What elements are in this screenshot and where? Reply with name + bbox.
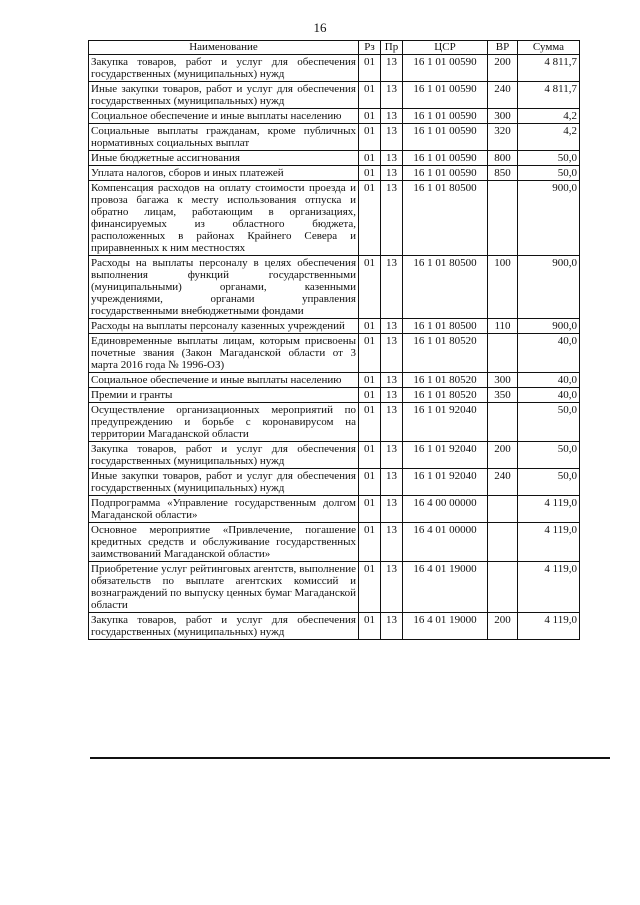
cell-csr: 16 1 01 80520 xyxy=(403,334,488,373)
table-row xyxy=(89,388,580,403)
cell-pr: 13 xyxy=(381,55,403,82)
cell-csr: 16 4 00 00000 xyxy=(403,496,488,523)
cell-name: Приобретение услуг рейтинговых агентств, выполнение обязательств по выплате агентских комиссий и вознаграждений по выпуску ценных бумаг Магаданской области xyxy=(89,562,359,613)
table-row xyxy=(89,151,580,166)
cell-vr: 300 xyxy=(488,109,518,124)
cell-vr: 300 xyxy=(488,373,518,388)
table-body xyxy=(89,55,580,640)
cell-rz: 01 xyxy=(359,388,381,403)
cell-csr: 16 1 01 80520 xyxy=(403,373,488,388)
cell-csr: 16 1 01 00590 xyxy=(403,55,488,82)
cell-sum: 900,0 xyxy=(518,181,580,256)
table-row xyxy=(89,166,580,181)
cell-name: Уплата налогов, сборов и иных платежей xyxy=(89,166,359,181)
cell-name: Подпрограмма «Управление государственным долгом Магаданской области» xyxy=(89,496,359,523)
cell-vr: 350 xyxy=(488,388,518,403)
cell-pr: 13 xyxy=(381,334,403,373)
cell-name: Премии и гранты xyxy=(89,388,359,403)
cell-vr: 850 xyxy=(488,166,518,181)
cell-vr: 240 xyxy=(488,82,518,109)
table-row xyxy=(89,109,580,124)
table-row xyxy=(89,613,580,640)
cell-vr xyxy=(488,523,518,562)
cell-sum: 40,0 xyxy=(518,373,580,388)
cell-name: Социальное обеспечение и иные выплаты населению xyxy=(89,373,359,388)
cell-csr: 16 4 01 19000 xyxy=(403,613,488,640)
cell-name: Расходы на выплаты персоналу казенных учреждений xyxy=(89,319,359,334)
cell-rz: 01 xyxy=(359,109,381,124)
cell-rz: 01 xyxy=(359,55,381,82)
cell-pr: 13 xyxy=(381,181,403,256)
cell-vr xyxy=(488,334,518,373)
cell-sum: 4,2 xyxy=(518,109,580,124)
cell-rz: 01 xyxy=(359,442,381,469)
cell-name: Расходы на выплаты персоналу в целях обеспечения выполнения функций государственными (муниципальными) органами, казенными учреждениями, органами управления государственными внебюджетными фондами xyxy=(89,256,359,319)
cell-csr: 16 1 01 80500 xyxy=(403,256,488,319)
cell-rz: 01 xyxy=(359,334,381,373)
cell-name: Иные закупки товаров, работ и услуг для обеспечения государственных (муниципальных) нужд xyxy=(89,469,359,496)
cell-vr xyxy=(488,181,518,256)
cell-csr: 16 1 01 00590 xyxy=(403,124,488,151)
cell-rz: 01 xyxy=(359,82,381,109)
table-row xyxy=(89,181,580,256)
cell-sum: 4 119,0 xyxy=(518,496,580,523)
cell-csr: 16 1 01 92040 xyxy=(403,469,488,496)
cell-pr: 13 xyxy=(381,469,403,496)
cell-sum: 4 119,0 xyxy=(518,523,580,562)
table-row xyxy=(89,496,580,523)
cell-rz: 01 xyxy=(359,403,381,442)
cell-csr: 16 1 01 80500 xyxy=(403,181,488,256)
cell-csr: 16 4 01 00000 xyxy=(403,523,488,562)
cell-name: Социальные выплаты гражданам, кроме публичных нормативных социальных выплат xyxy=(89,124,359,151)
cell-csr: 16 1 01 92040 xyxy=(403,442,488,469)
table-row xyxy=(89,523,580,562)
table-header-row xyxy=(89,41,580,55)
cell-vr xyxy=(488,562,518,613)
cell-rz: 01 xyxy=(359,562,381,613)
cell-pr: 13 xyxy=(381,256,403,319)
cell-vr: 200 xyxy=(488,613,518,640)
table-row xyxy=(89,373,580,388)
cell-pr: 13 xyxy=(381,124,403,151)
cell-csr: 16 1 01 00590 xyxy=(403,151,488,166)
cell-rz: 01 xyxy=(359,523,381,562)
cell-vr: 800 xyxy=(488,151,518,166)
cell-name: Иные бюджетные ассигнования xyxy=(89,151,359,166)
table-row xyxy=(89,403,580,442)
cell-pr: 13 xyxy=(381,613,403,640)
cell-sum: 40,0 xyxy=(518,334,580,373)
cell-vr: 240 xyxy=(488,469,518,496)
cell-sum: 4 119,0 xyxy=(518,613,580,640)
cell-pr: 13 xyxy=(381,403,403,442)
cell-sum: 4,2 xyxy=(518,124,580,151)
cell-pr: 13 xyxy=(381,388,403,403)
cell-name: Закупка товаров, работ и услуг для обеспечения государственных (муниципальных) нужд xyxy=(89,55,359,82)
cell-pr: 13 xyxy=(381,373,403,388)
cell-sum: 4 811,7 xyxy=(518,82,580,109)
cell-rz: 01 xyxy=(359,151,381,166)
cell-sum: 4 811,7 xyxy=(518,55,580,82)
cell-vr: 200 xyxy=(488,442,518,469)
cell-rz: 01 xyxy=(359,613,381,640)
cell-rz: 01 xyxy=(359,124,381,151)
cell-name: Компенсация расходов на оплату стоимости проезда и провоза багажа к месту использования отпуска и обратно лицам, работающим в организациях, финансируемых из областного бюджета, расположенных в районах Крайнего Севера и приравненных к ним местностях xyxy=(89,181,359,256)
cell-vr: 320 xyxy=(488,124,518,151)
cell-rz: 01 xyxy=(359,181,381,256)
table-row xyxy=(89,319,580,334)
cell-sum: 50,0 xyxy=(518,151,580,166)
cell-pr: 13 xyxy=(381,82,403,109)
cell-sum: 900,0 xyxy=(518,319,580,334)
cell-name: Единовременные выплаты лицам, которым присвоены почетные звания (Закон Магаданской области от 3 марта 2016 года № 1996-ОЗ) xyxy=(89,334,359,373)
cell-csr: 16 1 01 00590 xyxy=(403,166,488,181)
cell-pr: 13 xyxy=(381,166,403,181)
cell-sum: 50,0 xyxy=(518,403,580,442)
cell-csr: 16 1 01 92040 xyxy=(403,403,488,442)
header-pr: Пр xyxy=(381,41,403,55)
cell-sum: 900,0 xyxy=(518,256,580,319)
cell-rz: 01 xyxy=(359,256,381,319)
cell-rz: 01 xyxy=(359,496,381,523)
cell-vr: 200 xyxy=(488,55,518,82)
cell-pr: 13 xyxy=(381,442,403,469)
header-sum: Сумма xyxy=(518,41,580,55)
cell-pr: 13 xyxy=(381,109,403,124)
cell-pr: 13 xyxy=(381,151,403,166)
cell-csr: 16 1 01 80520 xyxy=(403,388,488,403)
header-csr: ЦСР xyxy=(403,41,488,55)
cell-name: Иные закупки товаров, работ и услуг для обеспечения государственных (муниципальных) нужд xyxy=(89,82,359,109)
header-rz: Рз xyxy=(359,41,381,55)
cell-pr: 13 xyxy=(381,496,403,523)
cell-pr: 13 xyxy=(381,523,403,562)
cell-vr: 110 xyxy=(488,319,518,334)
table-row xyxy=(89,442,580,469)
table-row xyxy=(89,334,580,373)
cell-pr: 13 xyxy=(381,319,403,334)
cell-vr xyxy=(488,403,518,442)
page-number: 16 xyxy=(313,20,327,35)
cell-sum: 50,0 xyxy=(518,469,580,496)
header-vr: ВР xyxy=(488,41,518,55)
cell-sum: 50,0 xyxy=(518,166,580,181)
cell-csr: 16 1 01 00590 xyxy=(403,82,488,109)
cell-name: Закупка товаров, работ и услуг для обеспечения государственных (муниципальных) нужд xyxy=(89,613,359,640)
header-name: Наименование xyxy=(89,41,359,55)
cell-rz: 01 xyxy=(359,469,381,496)
cell-pr: 13 xyxy=(381,562,403,613)
cell-csr: 16 1 01 80500 xyxy=(403,319,488,334)
cell-vr xyxy=(488,496,518,523)
table-row xyxy=(89,124,580,151)
cell-name: Осуществление организационных мероприятий по предупреждению и борьбе с коронавирусом на территории Магаданской области xyxy=(89,403,359,442)
table-row xyxy=(89,562,580,613)
cell-rz: 01 xyxy=(359,319,381,334)
table-row xyxy=(89,82,580,109)
cell-sum: 50,0 xyxy=(518,442,580,469)
cell-rz: 01 xyxy=(359,166,381,181)
cell-rz: 01 xyxy=(359,373,381,388)
cell-sum: 4 119,0 xyxy=(518,562,580,613)
cell-csr: 16 1 01 00590 xyxy=(403,109,488,124)
bottom-divider xyxy=(90,757,610,759)
cell-vr: 100 xyxy=(488,256,518,319)
table-row xyxy=(89,55,580,82)
cell-name: Закупка товаров, работ и услуг для обеспечения государственных (муниципальных) нужд xyxy=(89,442,359,469)
cell-sum: 40,0 xyxy=(518,388,580,403)
table-row xyxy=(89,469,580,496)
table-row xyxy=(89,256,580,319)
cell-name: Основное мероприятие «Привлечение, погашение кредитных средств и обслуживание государственных заимствований Магаданской области» xyxy=(89,523,359,562)
cell-name: Социальное обеспечение и иные выплаты населению xyxy=(89,109,359,124)
cell-csr: 16 4 01 19000 xyxy=(403,562,488,613)
budget-table xyxy=(88,40,580,640)
